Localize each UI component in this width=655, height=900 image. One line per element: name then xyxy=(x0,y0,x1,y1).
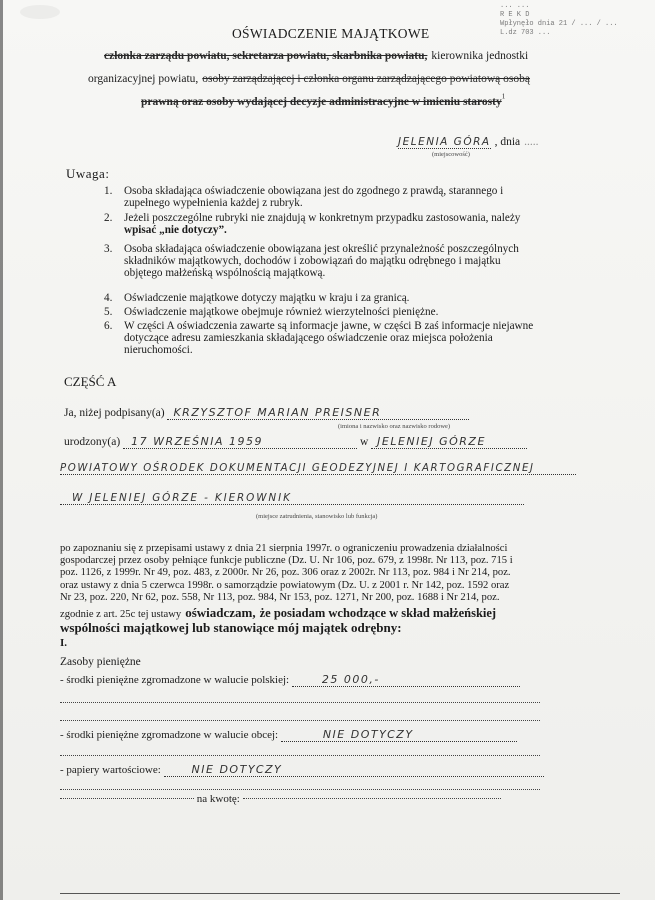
stamp-line: R E K D xyxy=(500,11,530,19)
funds-heading: Zasoby pieniężne xyxy=(60,656,141,668)
stamp-line: ... ... xyxy=(500,2,530,10)
declaration-intro: zgodnie z art. 25c tej ustawy xyxy=(60,609,182,620)
name-row xyxy=(64,406,469,420)
note-line: dotyczące adresu zamieszkania składającego oświadczenie oraz miejsca położenia xyxy=(124,332,493,345)
securities-value: NIE DOTYCZY xyxy=(164,763,544,777)
amount-row xyxy=(60,793,501,805)
part-a-heading: CZĘŚĆ A xyxy=(64,374,117,389)
workplace-line-1: POWIATOWY OŚRODEK DOKUMENTACJI GEODEZYJNEJ I KARTOGRAFICZNEJ xyxy=(60,463,576,475)
note-line: wpisać „nie dotyczy”. xyxy=(124,224,227,237)
declaration-bold: oświadczam, xyxy=(185,605,256,620)
place-date-row xyxy=(398,132,539,150)
legal-line: poz. 1126, z 1999r. Nr 49, poz. 483, z 2000r. Nr 26, poz. 306 oraz z 2002r. Nr 113, poz. 984 i Nr 214, poz. xyxy=(60,567,511,579)
section-number: I. xyxy=(60,637,68,649)
page-bottom-line xyxy=(60,893,620,894)
amount-label: na kwotę: xyxy=(196,793,240,805)
legal-line: oraz ustawy z dnia 5 czerwca 1998r. o samorządzie powiatowym (Dz. U. z 2001 r. Nr 142, poz. 1592 oraz xyxy=(60,579,510,591)
declaration-line-2: wspólności majątkowej lub stanowiące mój majątek odrębny: xyxy=(60,620,402,635)
scan-smudge xyxy=(20,5,60,19)
note-item-6 xyxy=(124,320,533,357)
struck-text: członka zarządu powiatu, sekretarza powiatu, skarbnika powiatu, xyxy=(104,50,428,62)
securities-label: - papiery wartościowe: xyxy=(60,764,161,776)
note-item-2 xyxy=(124,212,520,236)
securities-row xyxy=(60,763,544,777)
document-title: OŚWIADCZENIE MAJĄTKOWE xyxy=(232,26,430,41)
birth-in-label: w xyxy=(359,436,369,448)
workplace-line-2: W JELENIEJ GÓRZE - KIEROWNIK xyxy=(60,492,524,505)
struck-text: prawną oraz osoby wydającej decyzje administracyjne w imieniu starosty xyxy=(141,96,502,108)
note-number: 4. xyxy=(104,292,113,304)
date-value: ..... xyxy=(524,136,539,148)
pln-value: 25 000,- xyxy=(292,673,520,687)
struck-text: osoby zarządzającej i członka organu zarządzającego powiatową osobą xyxy=(202,73,530,85)
note-number: 2. xyxy=(104,212,113,224)
birth-date-value: 17 WRZEŚNIA 1959 xyxy=(123,435,357,449)
header-text: kierownika jednostki xyxy=(431,50,529,62)
note-line: nieruchomości. xyxy=(124,344,193,357)
declaration-rest: że posiadam wchodzące w skład małżeńskiej xyxy=(259,606,497,620)
fill-line xyxy=(60,789,540,790)
fill-line xyxy=(60,798,194,799)
note-number: 5. xyxy=(104,306,113,318)
header-line-2 xyxy=(88,69,530,87)
note-line: Osoba składająca oświadczenie obowiązana jest określić przynależność poszczególnych xyxy=(124,243,519,255)
header-text: organizacyjnej powiatu, xyxy=(88,73,199,85)
foreign-row xyxy=(60,728,517,742)
birth-label: urodzony(a) xyxy=(64,436,121,448)
note-item-3 xyxy=(124,243,519,280)
note-line: Oświadczenie majątkowe obejmuje również wierzytelności pieniężne. xyxy=(124,306,439,318)
name-value: KRZYSZTOF MARIAN PREISNER xyxy=(167,406,469,420)
header-line-3 xyxy=(141,92,505,110)
footnote-mark: 1 xyxy=(501,92,506,101)
birth-place-value: JELENIEJ GÓRZE xyxy=(371,435,527,449)
note-number: 6. xyxy=(104,320,113,332)
note-number: 3. xyxy=(104,243,113,255)
note-line: objętego małżeńską wspólnością majątkową. xyxy=(124,267,326,280)
fill-line xyxy=(60,702,540,703)
received-stamp xyxy=(500,2,618,38)
legal-line: po zapoznaniu się z przepisami ustawy z dnia 21 sierpnia 1997r. o ograniczeniu prowadzenia działalności xyxy=(60,543,508,554)
stamp-line: L.dz 703 ... xyxy=(500,29,551,37)
note-line: zupełnego wypełnienia każdej z rubryk. xyxy=(124,197,303,210)
name-caption: (imiona i nazwisko oraz nazwisko rodowe) xyxy=(338,423,451,430)
workplace-caption: (miejsce zatrudnienia, stanowisko lub funkcja) xyxy=(256,513,378,520)
fill-line xyxy=(60,720,540,721)
note-item-4 xyxy=(124,292,409,304)
note-line: W części A oświadczenia zawarte są informacje jawne, w części B zaś informacje niejawne xyxy=(124,320,534,332)
note-line: Oświadczenie majątkowe dotyczy majątku w kraju i za granicą. xyxy=(124,292,410,304)
place-value: JELENIA GÓRA xyxy=(398,136,491,148)
name-label: Ja, niżej podpisany(a) xyxy=(64,407,165,419)
note-item-5 xyxy=(124,306,438,318)
scan-edge xyxy=(0,0,3,900)
header-line-1 xyxy=(104,46,528,64)
note-line: Jeżeli poszczególne rubryki nie znajdują w konkretnym przypadku zastosowania, należy xyxy=(124,212,521,224)
legal-basis-text xyxy=(60,543,513,604)
note-line: składników majątkowych, dochodów i zobowiązań do majątku odrębnego i majątku xyxy=(124,255,501,268)
legal-line: Nr 23, poz. 220, Nr 62, poz. 558, Nr 113, poz. 984, Nr 153, poz. 1271, Nr 200, poz. 1688 i Nr 214, poz. xyxy=(60,591,500,603)
fill-line xyxy=(243,798,501,799)
note-line: Osoba składająca oświadczenie obowiązana jest do zgodnego z prawdą, starannego i xyxy=(124,185,504,197)
stamp-line: Wpłynęło dnia 21 / ... / ... xyxy=(500,20,618,28)
note-item-1 xyxy=(124,185,503,209)
legal-line: gospodarczej przez osoby pełniące funkcje publiczne (Dz. U. Nr 106, poz. 679, z 1998r. Nr 113, poz. 715 i xyxy=(60,555,513,567)
pln-row xyxy=(60,673,520,687)
foreign-value: NIE DOTYCZY xyxy=(281,728,517,742)
birth-row xyxy=(64,435,527,449)
foreign-label: - środki pieniężne zgromadzone w walucie obcej: xyxy=(60,729,279,741)
pln-label: - środki pieniężne zgromadzone w walucie polskiej: xyxy=(60,674,290,686)
date-prefix: , dnia xyxy=(494,136,521,148)
place-caption: (miejscowość) xyxy=(432,151,470,158)
fill-line xyxy=(60,755,540,756)
note-number: 1. xyxy=(104,185,113,197)
notes-heading: Uwaga: xyxy=(66,166,110,181)
